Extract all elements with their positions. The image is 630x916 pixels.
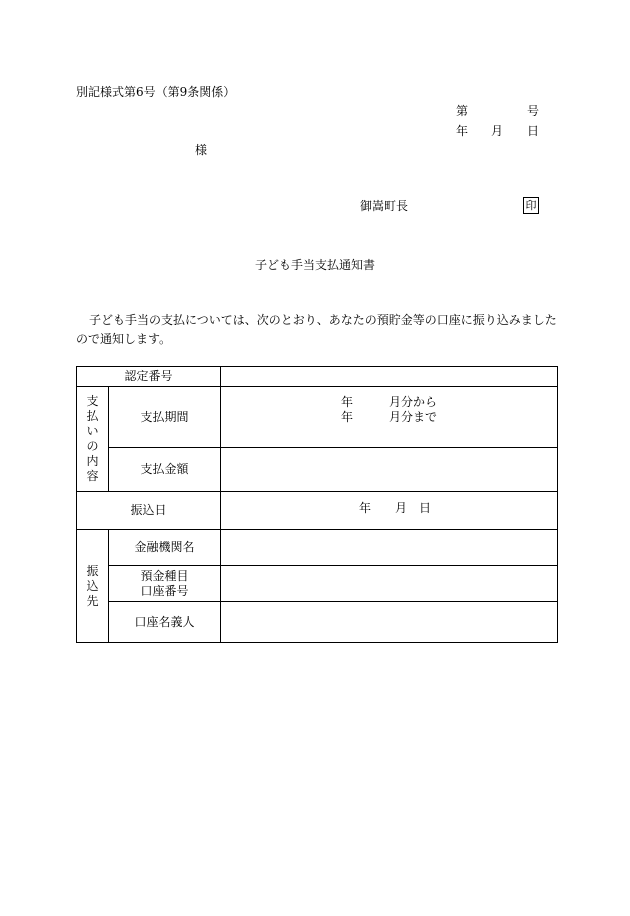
bank-name-value[interactable] [221, 530, 558, 566]
date-day: 日 [527, 124, 540, 138]
destination-group-label: 振 込 先 [77, 530, 109, 643]
period-start-year: 年 [341, 395, 354, 409]
transfer-year: 年 [358, 501, 371, 515]
account-type-number-label [109, 566, 221, 602]
period-end-month: 月分まで [389, 410, 438, 424]
addressee-suffix: 様 [195, 143, 208, 157]
payment-amount-label: 支払金額 [109, 448, 221, 492]
payment-content-group-label: 支 払 い の 内 容 [77, 387, 109, 492]
payment-amount-value[interactable] [221, 448, 558, 492]
account-number-label: 口座番号 [140, 583, 189, 598]
row-account [77, 566, 558, 602]
account-type-label: 預金種目 [140, 568, 189, 583]
row-account-holder [77, 602, 558, 643]
payment-period-label: 支払期間 [109, 387, 221, 448]
transfer-date-label: 振込日 [77, 492, 221, 530]
issuer-name: 御嵩町長 [360, 199, 409, 213]
document-title: 子ども手当支払通知書 [254, 258, 375, 272]
transfer-date-value[interactable] [221, 492, 558, 530]
row-transfer-date [77, 492, 558, 530]
document-body: 子ども手当の支払については、次のとおり、あなたの預貯金等の口座に振り込みましたので通知します。 [76, 313, 557, 346]
number-suffix: 号 [527, 104, 540, 118]
period-end-year: 年 [341, 410, 354, 424]
account-holder-value[interactable] [221, 602, 558, 643]
transfer-day: 日 [419, 501, 432, 515]
date-year: 年 [456, 124, 469, 138]
number-prefix: 第 [456, 104, 469, 118]
transfer-month: 月 [394, 501, 407, 515]
account-value[interactable] [221, 566, 558, 602]
form-identifier: 別記様式第6号（第9条関係） [76, 85, 236, 99]
bank-name-label: 金融機関名 [109, 530, 221, 566]
cert-number-label: 認定番号 [77, 367, 221, 387]
cert-number-value[interactable] [221, 367, 558, 387]
account-holder-label: 口座名義人 [109, 602, 221, 643]
period-start-month: 月分から [389, 395, 438, 409]
seal-stamp: 印 [523, 197, 539, 214]
row-payment-period [77, 387, 558, 448]
row-payment-amount [77, 448, 558, 492]
row-cert-number [77, 367, 558, 387]
payment-period-value[interactable] [221, 387, 558, 448]
date-month: 月 [491, 124, 504, 138]
payment-details-table [76, 366, 558, 643]
row-bank [77, 530, 558, 566]
